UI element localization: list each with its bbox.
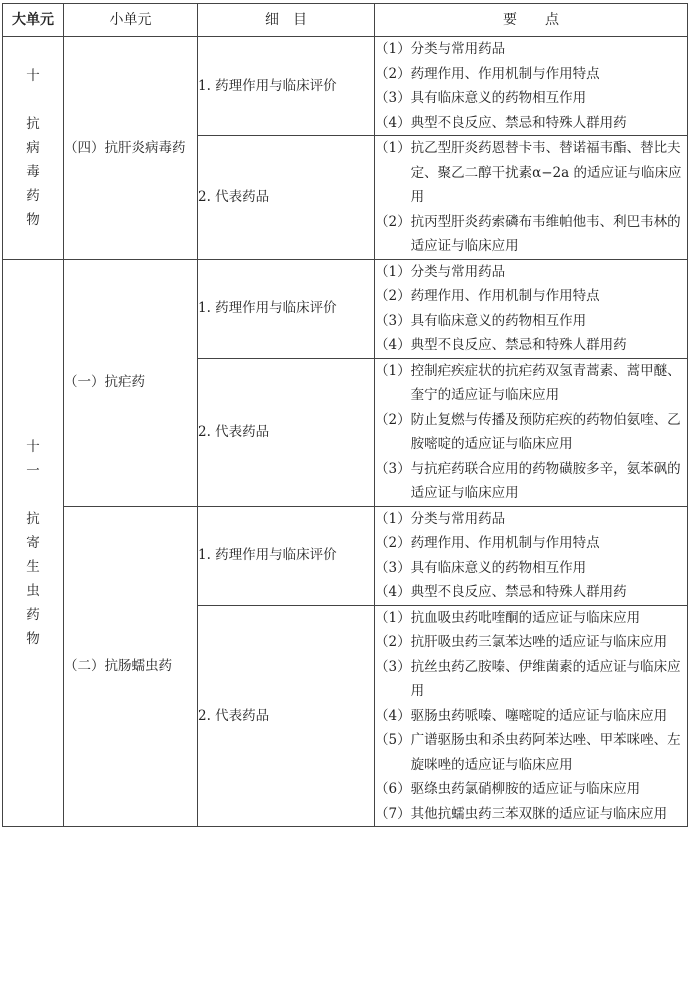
point-text: 抗丙型肝炎药索磷布韦维帕他韦、利巴韦林的适应证与临床应用 bbox=[410, 213, 681, 254]
list-item bbox=[375, 630, 687, 655]
point-number: （3） bbox=[375, 90, 411, 106]
list-item bbox=[375, 606, 687, 631]
unit-label: 十 抗 病 毒 药 物 bbox=[26, 67, 40, 228]
point-number: （1） bbox=[375, 41, 411, 57]
table-row bbox=[3, 37, 688, 136]
point-number: （4） bbox=[375, 114, 411, 131]
list-item bbox=[375, 655, 687, 704]
list-item bbox=[375, 62, 687, 87]
list-item bbox=[375, 457, 687, 506]
list-item bbox=[375, 728, 687, 777]
detail-cell: 1. 药理作用与临床评价 bbox=[198, 506, 375, 605]
syllabus-table bbox=[2, 3, 688, 827]
header-unit: 大单元 bbox=[3, 4, 64, 37]
point-number: （3） bbox=[375, 312, 411, 329]
point-number: （5） bbox=[375, 732, 411, 748]
table-body bbox=[3, 37, 688, 827]
list-item bbox=[375, 333, 687, 358]
point-number: （6） bbox=[375, 781, 411, 797]
point-number: （1） bbox=[375, 362, 411, 379]
point-text: 防止复燃与传播及预防疟疾的药物伯氨喹、乙胺嘧啶的适应证与临床应用 bbox=[410, 411, 681, 452]
point-number: （1） bbox=[375, 140, 411, 156]
list-item bbox=[375, 260, 687, 285]
table-row bbox=[3, 259, 688, 358]
detail-cell: 2. 代表药品 bbox=[198, 136, 375, 260]
point-text: 抗肝吸虫药三氯苯达唑的适应证与临床应用 bbox=[410, 634, 668, 650]
unit-cell bbox=[3, 259, 64, 827]
subunit-cell: （一）抗疟药 bbox=[64, 259, 198, 506]
list-item bbox=[375, 507, 687, 532]
point-text: 典型不良反应、禁忌和特殊人群用药 bbox=[410, 114, 627, 131]
unit-cell bbox=[3, 37, 64, 260]
point-number: （3） bbox=[375, 658, 411, 675]
unit-label: 十 一 抗 寄 生 虫 药 物 bbox=[26, 438, 40, 647]
point-text: 具有临床意义的药物相互作用 bbox=[410, 559, 587, 576]
point-text: 药理作用、作用机制与作用特点 bbox=[410, 65, 600, 82]
point-text: 与抗疟药联合应用的药物磺胺多辛，氨苯砜的适应证与临床应用 bbox=[410, 460, 681, 501]
table-row bbox=[3, 506, 688, 605]
header-row bbox=[3, 4, 688, 37]
point-number: （2） bbox=[375, 65, 411, 82]
header-detail: 细 目 bbox=[198, 4, 375, 37]
point-text: 具有临床意义的药物相互作用 bbox=[410, 90, 587, 106]
detail-cell: 1. 药理作用与临床评价 bbox=[198, 37, 375, 136]
point-text: 驱绦虫药氯硝柳胺的适应证与临床应用 bbox=[410, 781, 641, 797]
points-cell bbox=[375, 506, 688, 605]
point-number: （2） bbox=[375, 288, 411, 304]
point-text: 具有临床意义的药物相互作用 bbox=[410, 312, 587, 329]
list-item bbox=[375, 408, 687, 457]
point-number: （7） bbox=[375, 805, 411, 822]
point-number: （3） bbox=[375, 460, 411, 477]
point-text: 驱肠虫药哌嗪、噻嘧啶的适应证与临床应用 bbox=[410, 707, 668, 724]
list-item bbox=[375, 86, 687, 111]
detail-cell: 2. 代表药品 bbox=[198, 358, 375, 506]
list-item bbox=[375, 777, 687, 802]
point-text: 控制疟疾症状的抗疟药双氢青蒿素、蒿甲醚、奎宁的适应证与临床应用 bbox=[410, 362, 681, 403]
point-text: 药理作用、作用机制与作用特点 bbox=[410, 535, 600, 551]
list-item bbox=[375, 210, 687, 259]
list-item bbox=[375, 359, 687, 408]
point-number: （2） bbox=[375, 535, 411, 551]
point-text: 抗乙型肝炎药恩替卡韦、替诺福韦酯、替比夫定、聚乙二醇干扰素α−2a 的适应证与临床应用 bbox=[410, 140, 682, 205]
list-item bbox=[375, 802, 687, 827]
point-number: （3） bbox=[375, 559, 411, 576]
point-number: （4） bbox=[375, 707, 411, 724]
points-cell bbox=[375, 605, 688, 827]
point-number: （2） bbox=[375, 213, 411, 230]
list-item bbox=[375, 309, 687, 334]
point-text: 典型不良反应、禁忌和特殊人群用药 bbox=[410, 584, 627, 600]
point-text: 抗血吸虫药吡喹酮的适应证与临床应用 bbox=[410, 609, 641, 626]
point-text: 分类与常用药品 bbox=[410, 510, 506, 527]
header-subunit: 小单元 bbox=[64, 4, 198, 37]
list-item bbox=[375, 111, 687, 136]
points-cell bbox=[375, 259, 688, 358]
subunit-cell: （二）抗肠蠕虫药 bbox=[64, 506, 198, 827]
points-cell bbox=[375, 358, 688, 506]
points-cell bbox=[375, 37, 688, 136]
point-number: （4） bbox=[375, 584, 411, 600]
detail-cell: 1. 药理作用与临床评价 bbox=[198, 259, 375, 358]
points-cell bbox=[375, 136, 688, 260]
point-number: （2） bbox=[375, 411, 411, 428]
point-number: （1） bbox=[375, 609, 411, 626]
point-text: 分类与常用药品 bbox=[410, 263, 506, 280]
subunit-cell: （四）抗肝炎病毒药 bbox=[64, 37, 198, 260]
point-number: （1） bbox=[375, 263, 411, 280]
point-text: 广谱驱肠虫和杀虫药阿苯达唑、甲苯咪唑、左旋咪唑的适应证与临床应用 bbox=[410, 732, 681, 773]
list-item bbox=[375, 580, 687, 605]
point-text: 典型不良反应、禁忌和特殊人群用药 bbox=[410, 337, 627, 353]
point-text: 药理作用、作用机制与作用特点 bbox=[410, 288, 600, 304]
point-number: （4） bbox=[375, 337, 411, 353]
list-item bbox=[375, 556, 687, 581]
list-item bbox=[375, 531, 687, 556]
point-text: 其他抗蠕虫药三苯双脒的适应证与临床应用 bbox=[410, 805, 668, 822]
point-number: （2） bbox=[375, 634, 411, 650]
point-number: （1） bbox=[375, 510, 411, 527]
list-item bbox=[375, 284, 687, 309]
detail-cell: 2. 代表药品 bbox=[198, 605, 375, 827]
list-item bbox=[375, 704, 687, 729]
list-item bbox=[375, 136, 687, 210]
header-points: 要 点 bbox=[375, 4, 688, 37]
point-text: 分类与常用药品 bbox=[410, 41, 506, 57]
point-text: 抗丝虫药乙胺嗪、伊维菌素的适应证与临床应用 bbox=[410, 658, 681, 699]
list-item bbox=[375, 37, 687, 62]
